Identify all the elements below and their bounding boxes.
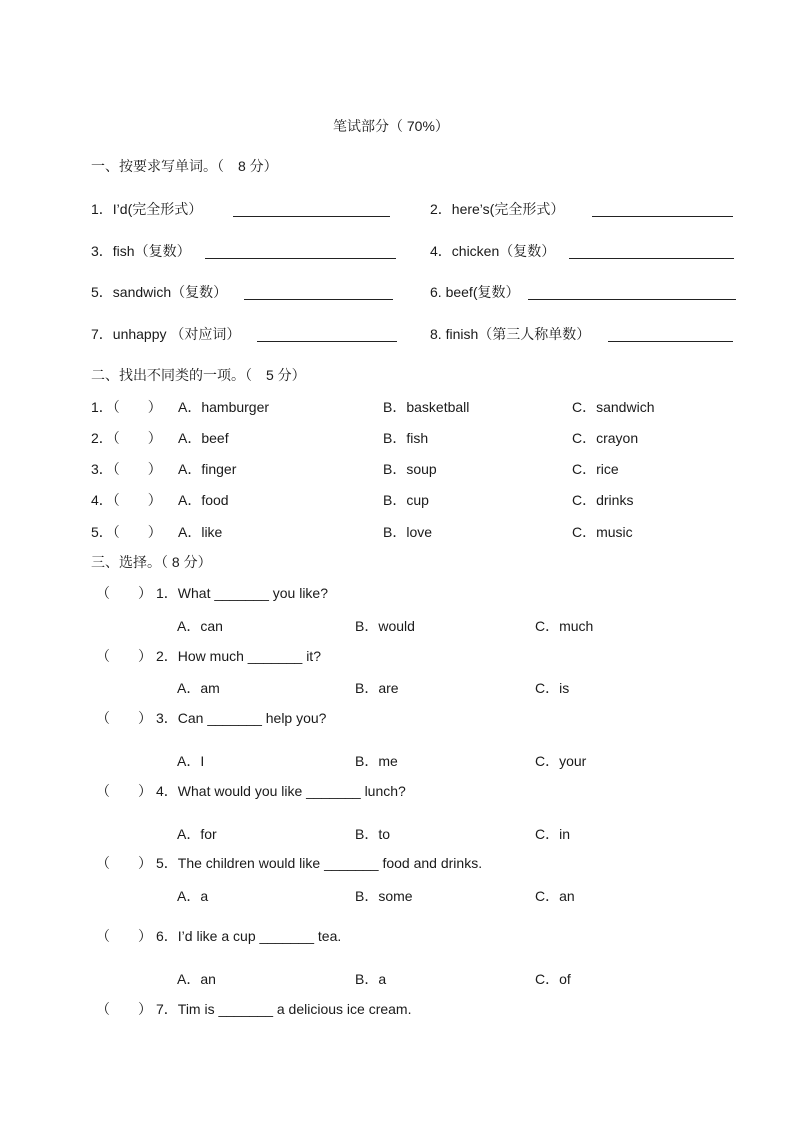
s1-answer-blank-7[interactable] xyxy=(257,341,397,342)
s3-option-b: B．a xyxy=(355,971,387,987)
s1-item-3: 3．fish（复数） xyxy=(91,243,191,259)
s2-option-a: A．beef xyxy=(178,430,229,446)
s2-option-c: C．crayon xyxy=(572,430,639,446)
s2-option-c: C．sandwich xyxy=(572,399,655,415)
s2-item-num: 3．（ ） xyxy=(91,461,162,477)
s1-answer-blank-3[interactable] xyxy=(205,258,396,259)
s3-option-a: A．can xyxy=(177,618,223,634)
s3-option-c: C．an xyxy=(535,888,575,904)
s2-item-num: 5．（ ） xyxy=(91,524,162,540)
s2-option-b: B．cup xyxy=(383,492,429,508)
s2-option-a: A．like xyxy=(178,524,223,540)
s1-item-4: 4．chicken（复数） xyxy=(430,243,556,259)
section2-heading: 二、找出不同类的一项。（ 5 分） xyxy=(91,367,306,383)
s3-option-c: C．your xyxy=(535,753,587,769)
section3-heading: 三、选择。（ 8 分） xyxy=(91,554,212,570)
s3-option-a: A．I xyxy=(177,753,205,769)
s3-option-a: A．am xyxy=(177,680,220,696)
section1-heading: 一、按要求写单词。（ 8 分） xyxy=(91,158,278,174)
s3-option-b: B．to xyxy=(355,826,391,842)
s1-item-8: 8. finish（第三人称单数） xyxy=(430,326,591,342)
s2-option-b: B．basketball xyxy=(383,399,470,415)
s3-answer-paren: （ ） xyxy=(96,855,152,871)
s3-option-c: C．much xyxy=(535,618,594,634)
s3-option-a: A．an xyxy=(177,971,216,987)
s3-option-b: B．me xyxy=(355,753,398,769)
s2-option-c: C．music xyxy=(572,524,633,540)
s1-answer-blank-8[interactable] xyxy=(608,341,733,342)
s3-option-a: A．a xyxy=(177,888,209,904)
s1-answer-blank-6[interactable] xyxy=(528,299,736,300)
s1-answer-blank-2[interactable] xyxy=(592,216,733,217)
s3-option-b: B．would xyxy=(355,618,415,634)
s3-question: 7．Tim is _______ a delicious ice cream. xyxy=(156,1001,412,1017)
s2-option-b: B．love xyxy=(383,524,433,540)
s3-answer-paren: （ ） xyxy=(96,1001,152,1017)
s3-option-c: C．in xyxy=(535,826,571,842)
s3-option-b: B．are xyxy=(355,680,399,696)
s3-question: 2．How much _______ it? xyxy=(156,648,321,664)
s3-option-b: B．some xyxy=(355,888,413,904)
s3-answer-paren: （ ） xyxy=(96,585,152,601)
s2-option-a: A．hamburger xyxy=(178,399,270,415)
s1-answer-blank-5[interactable] xyxy=(244,299,393,300)
s2-item-num: 1．（ ） xyxy=(91,399,162,415)
s2-option-c: C．rice xyxy=(572,461,619,477)
s3-option-c: C．of xyxy=(535,971,571,987)
s2-option-b: B．soup xyxy=(383,461,437,477)
s3-question: 1．What _______ you like? xyxy=(156,585,328,601)
s3-question: 6．I’d like a cup _______ tea. xyxy=(156,928,342,944)
s3-question: 4．What would you like _______ lunch? xyxy=(156,783,406,799)
s1-answer-blank-4[interactable] xyxy=(569,258,734,259)
s3-answer-paren: （ ） xyxy=(96,783,152,799)
s2-option-b: B．fish xyxy=(383,430,429,446)
page-title: 笔试部分（ 70%） xyxy=(333,118,449,134)
s1-item-6: 6. beef(复数） xyxy=(430,284,520,300)
s3-answer-paren: （ ） xyxy=(96,648,152,664)
s3-question: 3．Can _______ help you? xyxy=(156,710,327,726)
s2-item-num: 2．（ ） xyxy=(91,430,162,446)
s2-option-a: A．finger xyxy=(178,461,237,477)
s2-option-c: C．drinks xyxy=(572,492,634,508)
s1-item-5: 5．sandwich（复数） xyxy=(91,284,228,300)
s2-item-num: 4．（ ） xyxy=(91,492,162,508)
s1-item-7: 7．unhappy （对应词） xyxy=(91,326,241,342)
s1-item-2: 2．here’s(完全形式） xyxy=(430,201,565,217)
s3-answer-paren: （ ） xyxy=(96,928,152,944)
s3-question: 5．The children would like _______ food and drinks. xyxy=(156,855,483,871)
s1-answer-blank-1[interactable] xyxy=(233,216,390,217)
s3-answer-paren: （ ） xyxy=(96,710,152,726)
s3-option-a: A．for xyxy=(177,826,217,842)
s3-option-c: C．is xyxy=(535,680,570,696)
s2-option-a: A．food xyxy=(178,492,229,508)
s1-item-1: 1．I’d(完全形式） xyxy=(91,201,203,217)
